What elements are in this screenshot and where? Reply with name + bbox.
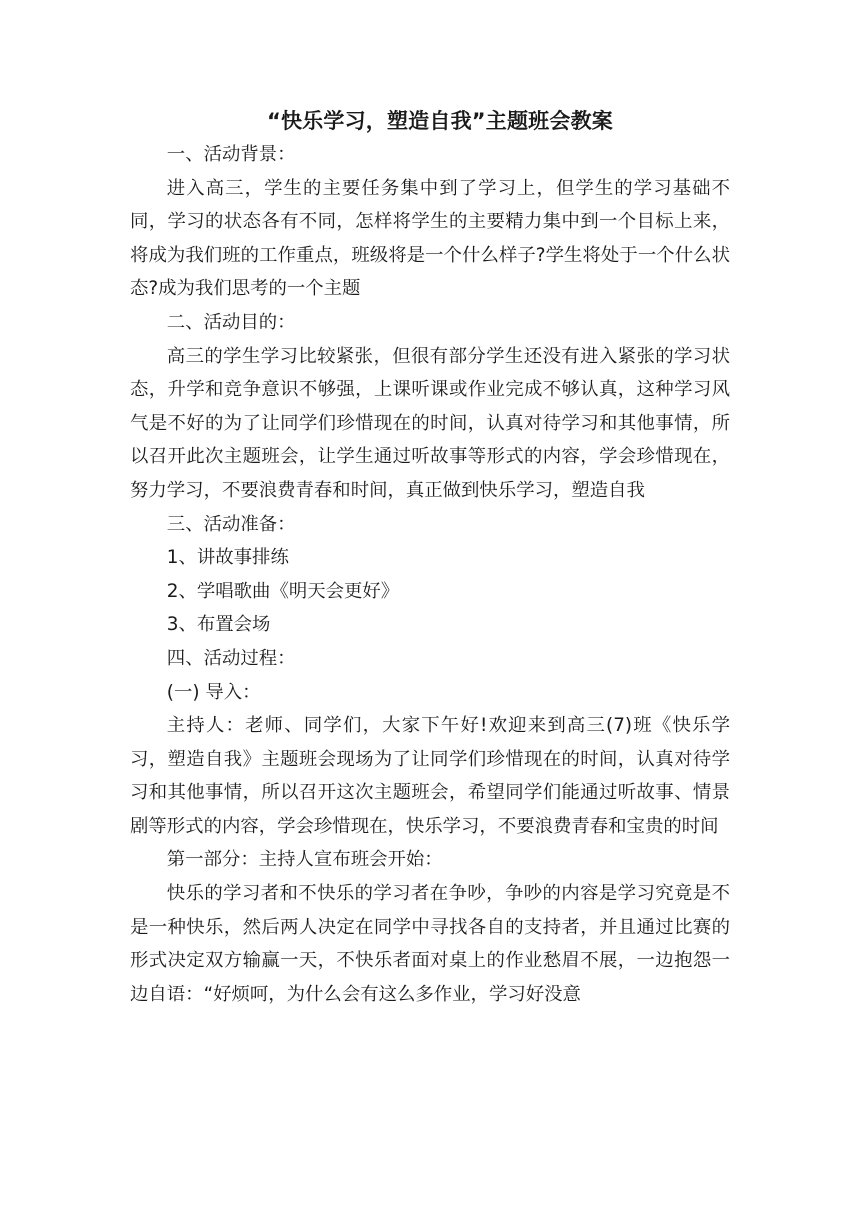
subsection-heading-part-one: 第一部分：主持人宣布班会开始：	[166, 849, 443, 871]
section-heading-process: 四、活动过程：	[166, 647, 296, 669]
section-heading-background: 一、活动背景：	[166, 144, 296, 165]
paragraph-host-intro: 主持人：老师、同学们，大家下午好!欢迎来到高三(7)班《快乐学习，塑造自我》主题班会现场为了让同学们珍惜现在的时间，认真对待学习和其他事情，所以召开这次主题班会，希望同学们能通过听故事、情景剧等形式的内容，学会珍惜现在，快乐学习，不要浪费青春和宝贵的时间	[130, 715, 730, 837]
list-item: 2、学唱歌曲《明天会更好》	[166, 580, 400, 602]
document-page	[130, 104, 730, 1011]
paragraph-purpose: 高三的学生学习比较紧张，但很有部分学生还没有进入紧张的学习状态，升学和竞争意识不够强，上课听课或作业完成不够认真，这种学习风气是不好的为了让同学们珍惜现在的时间，认真对待学习和其他事情，所以召开此次主题班会，让学生通过听故事等形式的内容，学会珍惜现在，努力学习，不要浪费青春和时间，真正做到快乐学习，塑造自我	[130, 345, 730, 501]
section-heading-preparation: 三、活动准备：	[166, 513, 296, 535]
document-title: “快乐学习，塑造自我”主题班会教案	[266, 109, 613, 133]
paragraph-background: 进入高三，学生的主要任务集中到了学习上，但学生的学习基础不同，学习的状态各有不同，怎样将学生的主要精力集中到一个目标上来，将成为我们班的工作重点，班级将是一个什么样子?学生将处于一个什么状态?成为我们思考的一个主题	[130, 177, 730, 300]
subsection-heading-intro: (一) 导入：	[166, 681, 261, 703]
list-item: 3、布置会场	[166, 614, 271, 636]
paragraph-part-one: 快乐的学习者和不快乐的学习者在争吵，争吵的内容是学习究竟是不是一种快乐，然后两人决定在同学中寻找各自的支持者，并且通过比赛的形式决定双方输赢一天，不快乐者面对桌上的作业愁眉不展，一边抱怨一边自语：“好烦呵，为什么会有这么多作业，学习好没意	[130, 883, 730, 1005]
list-item: 1、讲故事排练	[166, 547, 289, 569]
section-heading-purpose: 二、活动目的：	[166, 311, 296, 333]
